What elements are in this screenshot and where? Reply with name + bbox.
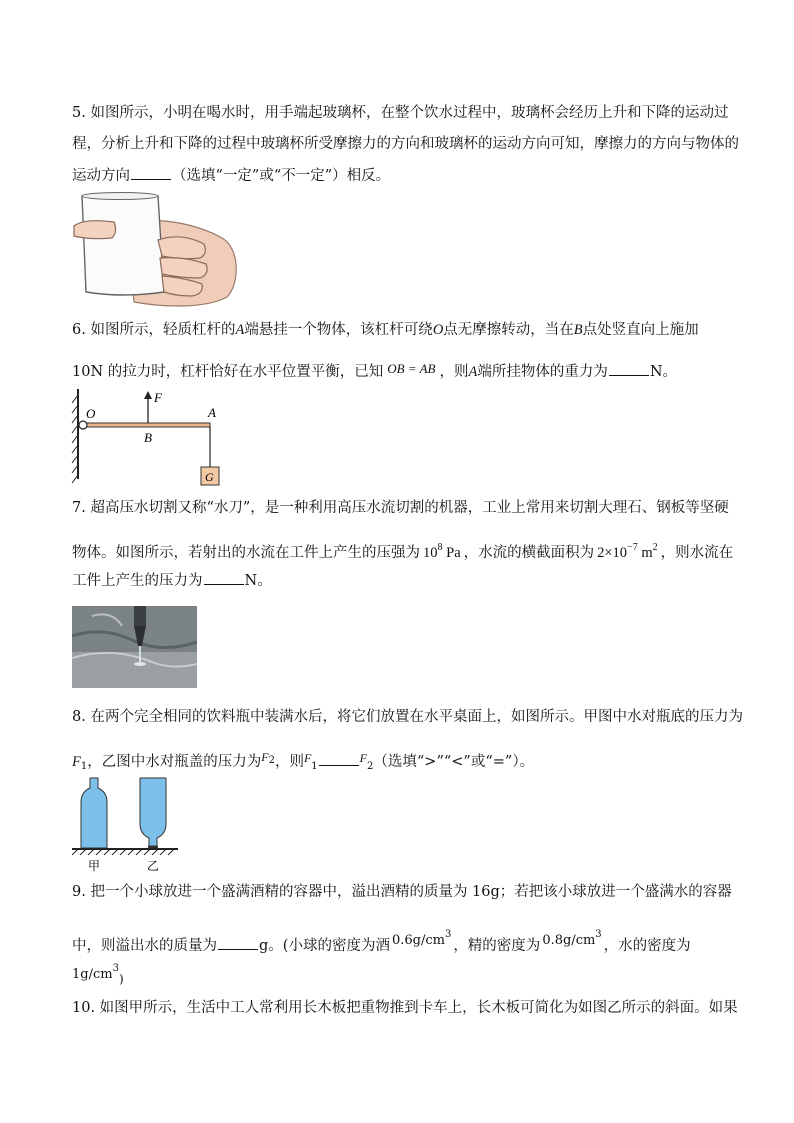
label-b: B [144,430,152,445]
formula-ob-ab: OB = AB [387,361,436,376]
glass-in-hand-figure [72,192,242,310]
alcohol-density: $0.8g/cm^3$ [542,929,602,948]
label-yi: 乙 [147,859,160,873]
label-o: O [86,406,96,421]
label-a: A [208,405,216,420]
q6-line-2: 10N 的拉力时，杠杆恰好在水平位置平衡，已知 OB = AB ，则A端所挂物体的重力为 N。 [72,361,678,380]
q7-line-1: 7. 超高压水切割又称“水刀”，是一种利用高压水流切割的机器，工业上常用来切割大理石、钢板等坚硬 [72,500,729,516]
q8-line-1: 8. 在两个完全相同的饮料瓶中装满水后，将它们放置在水平桌面上，如图所示。甲图中水对瓶底的压力为 [72,709,743,725]
q9-line-2: 中，则溢出水的质量为 g。(小球的密度为酒 $0.6g/cm^3$，精的密度为 $0.8g/cm^3$，水的密度为 [72,925,691,956]
q5-line-1: 5. 如图所示，小明在喝水时，用手端起玻璃杯，在整个饮水过程中，玻璃杯会经历上升和下降的运动过 [72,105,729,121]
label-jia: 甲 [88,859,101,873]
q9-line-3: $1g/cm^3$) [72,963,124,986]
q9-line-1: 9. 把一个小球放进一个盛满酒精的容器中，溢出酒精的质量为 16g；若把该小球放进一个盛满水的容器 [72,884,732,900]
ball-density: $0.6g/cm^3$ [391,929,452,948]
q5-line-3: 运动方向 （选填“一定”或“不一定”）相反。 [72,165,390,186]
answer-blank [609,361,649,376]
water-jet-photo [72,606,197,688]
label-f: F [154,390,162,405]
answer-blank [131,165,171,180]
answer-blank [218,935,258,950]
lever-figure [70,387,230,489]
bottles-figure [72,776,182,874]
pressure-value: $10^8$ Pa [423,542,461,561]
q7-line-2: 物体。如图所示，若射出的水流在工件上产生的压强为 $10^8$ Pa ，水流的横截面积为 $2\times 10^{-7}$ $m^2$ ，则水流在 [72,542,734,561]
q8-line-2: $F_1$，乙图中水对瓶盖的压力为$^{F2}$，则$^F_1^F_2$（选填“>”“<”或“=”）。 [72,750,535,772]
label-g: G [205,470,214,484]
water-density: $1g/cm^3$ [72,963,119,982]
area-value: $2\times 10^{-7}$ $m^2$ [597,542,658,561]
q10-line-1: 10. 如图甲所示，生活中工人常利用长木板把重物推到卡车上，长木板可简化为如图乙所示的斜面。如果 [72,1000,738,1016]
q6-line-1: 6. 如图所示，轻质杠杆的A端悬挂一个物体，该杠杆可绕O点无摩擦转动，当在B点处竖直向上施加 [72,322,699,338]
q5-line-2: 程，分析上升和下降的过程中玻璃杯所受摩擦力的方向和玻璃杯的运动方向可知，摩擦力的方向与物体的 [72,136,739,152]
q7-line-3: 工件上产生的压力为 N。 [72,570,272,591]
answer-blank [319,751,359,766]
answer-blank [204,570,244,585]
